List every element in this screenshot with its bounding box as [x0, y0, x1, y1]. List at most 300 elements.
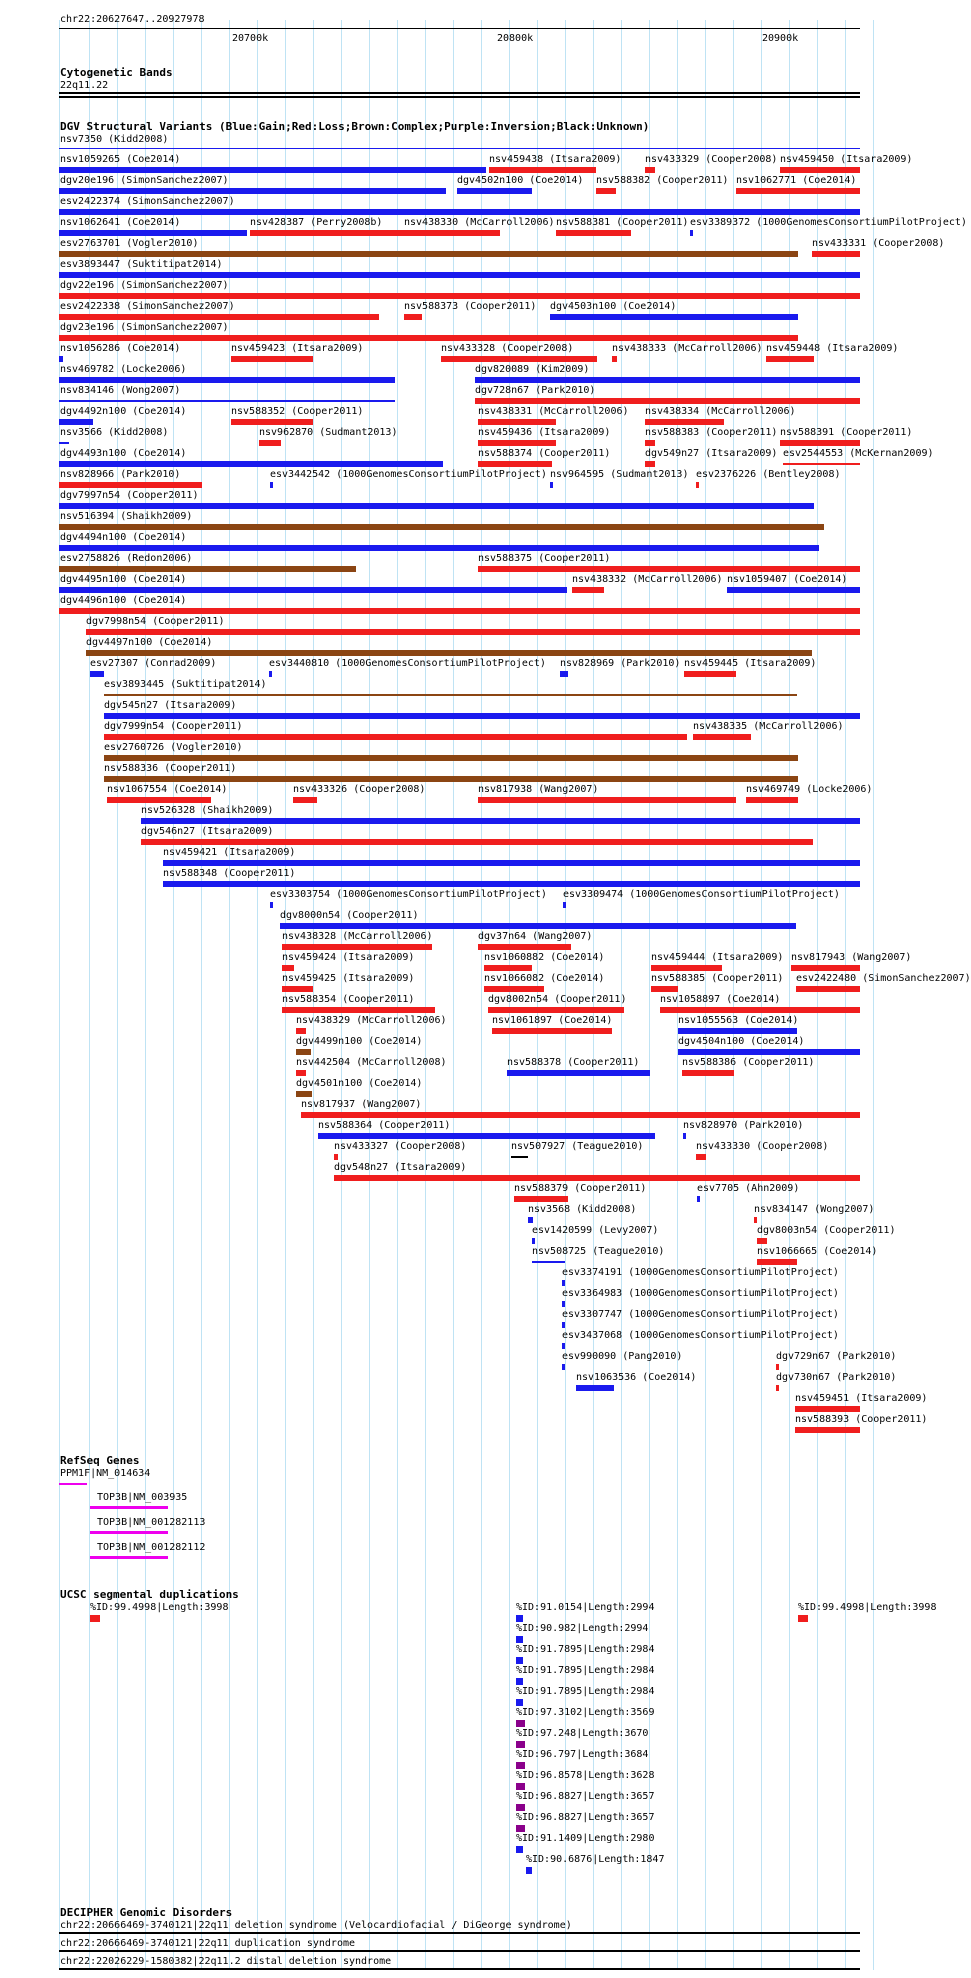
variant-label: nsv3568 (Kidd2008): [528, 1204, 637, 1215]
variant-label: nsv1059407 (Coe2014): [727, 574, 848, 585]
variant-label: dgv730n67 (Park2010): [776, 1372, 897, 1383]
decipher-bar: [59, 1932, 860, 1934]
variant-bar[interactable]: [678, 1049, 860, 1055]
variant-label: dgv728n67 (Park2010): [475, 385, 596, 396]
variant-label: dgv4503n100 (Coe2014): [550, 301, 677, 312]
cyto-band-label: 22q11.22: [60, 80, 109, 91]
variant-bar[interactable]: [475, 377, 860, 383]
decipher-bar: [59, 1950, 860, 1952]
variant-bar[interactable]: [259, 440, 281, 446]
variant-label: dgv545n27 (Itsara2009): [104, 700, 237, 711]
variant-label: nsv438334 (McCarroll2006): [645, 406, 796, 417]
variant-label: dgv23e196 (SimonSanchez2007): [60, 322, 229, 333]
variant-bar[interactable]: [776, 1385, 779, 1391]
variant-label: nsv588379 (Cooper2011): [514, 1183, 647, 1194]
variant-label: nsv588381 (Cooper2011): [556, 217, 689, 228]
variant-bar[interactable]: [514, 1196, 568, 1202]
segdup-label: %ID:91.7895|Length:2984: [516, 1665, 655, 1676]
variant-label: dgv7997n54 (Cooper2011): [60, 490, 199, 501]
variant-bar[interactable]: [163, 881, 860, 887]
variant-bar[interactable]: [282, 986, 313, 992]
variant-label: nsv588393 (Cooper2011): [795, 1414, 928, 1425]
variant-bar[interactable]: [678, 1028, 797, 1034]
variant-label: nsv507927 (Teague2010): [511, 1141, 644, 1152]
variant-bar[interactable]: [550, 482, 553, 488]
variant-label: nsv588336 (Cooper2011): [104, 763, 237, 774]
variant-label: dgv820089 (Kim2009): [475, 364, 590, 375]
variant-label: nsv442504 (McCarroll2008): [296, 1057, 447, 1068]
variant-bar[interactable]: [59, 419, 93, 425]
variant-bar[interactable]: [282, 1007, 435, 1013]
variant-label: dgv7999n54 (Cooper2011): [104, 721, 243, 732]
variant-bar[interactable]: [746, 797, 798, 803]
variant-label: esv2758826 (Redon2006): [60, 553, 193, 564]
variant-bar[interactable]: [231, 356, 313, 362]
gene-model[interactable]: [90, 1556, 168, 1559]
variant-label: nsv433326 (Cooper2008): [293, 784, 426, 795]
variant-bar[interactable]: [532, 1238, 535, 1244]
variant-bar[interactable]: [478, 419, 556, 425]
variant-bar[interactable]: [645, 167, 655, 173]
variant-label: nsv7350 (Kidd2008): [60, 134, 169, 145]
variant-label: nsv459451 (Itsara2009): [795, 1393, 928, 1404]
variant-label: nsv459444 (Itsara2009): [651, 952, 784, 963]
variant-bar[interactable]: [683, 1133, 686, 1139]
variant-label: nsv433330 (Cooper2008): [696, 1141, 829, 1152]
segdup-bar[interactable]: [516, 1720, 525, 1727]
segdup-label: %ID:91.7895|Length:2984: [516, 1644, 655, 1655]
segdup-bar[interactable]: [516, 1762, 525, 1769]
variant-label: dgv4501n100 (Coe2014): [296, 1078, 423, 1089]
variant-bar[interactable]: [645, 461, 655, 467]
cyto-band: [59, 96, 860, 98]
variant-label: nsv469782 (Locke2006): [60, 364, 187, 375]
variant-bar[interactable]: [296, 1091, 312, 1097]
variant-label: dgv546n27 (Itsara2009): [141, 826, 274, 837]
variant-label: nsv817937 (Wang2007): [301, 1099, 422, 1110]
variant-label: nsv964595 (Sudmant2013): [550, 469, 689, 480]
variant-label: esv3437068 (1000GenomesConsortiumPilotProject): [562, 1330, 839, 1341]
variant-bar[interactable]: [562, 1364, 565, 1370]
variant-label: dgv7998n54 (Cooper2011): [86, 616, 225, 627]
segdup-label: %ID:97.248|Length:3670: [516, 1728, 649, 1739]
variant-label: nsv1066082 (Coe2014): [484, 973, 605, 984]
variant-bar[interactable]: [59, 608, 860, 614]
variant-label: nsv428387 (Perry2008b): [250, 217, 383, 228]
variant-label: nsv433327 (Cooper2008): [334, 1141, 467, 1152]
variant-bar[interactable]: [231, 419, 313, 425]
cyto-track-title: Cytogenetic Bands: [60, 66, 173, 79]
variant-bar[interactable]: [59, 587, 567, 593]
variant-label: nsv438329 (McCarroll2006): [296, 1015, 447, 1026]
segdup-label: %ID:97.3102|Length:3569: [516, 1707, 655, 1718]
variant-label: nsv588391 (Cooper2011): [780, 427, 913, 438]
variant-label: esv2763701 (Vogler2010): [60, 238, 199, 249]
variant-label: nsv438333 (McCarroll2006): [612, 343, 763, 354]
variant-label: esv3364983 (1000GenomesConsortiumPilotProject): [562, 1288, 839, 1299]
variant-bar[interactable]: [693, 734, 751, 740]
variant-bar[interactable]: [766, 356, 814, 362]
variant-bar[interactable]: [780, 440, 860, 446]
variant-label: nsv588382 (Cooper2011): [596, 175, 729, 186]
variant-bar[interactable]: [795, 1427, 860, 1433]
variant-label: esv27307 (Conrad2009): [90, 658, 217, 669]
variant-label: dgv548n27 (Itsara2009): [334, 1162, 467, 1173]
variant-label: nsv438335 (McCarroll2006): [693, 721, 844, 732]
variant-bar[interactable]: [682, 1070, 734, 1076]
decipher-label: chr22:20666469-3740121|22q11 duplication syndrome: [60, 1938, 356, 1949]
variant-bar[interactable]: [572, 587, 604, 593]
variant-label: nsv1067554 (Coe2014): [107, 784, 228, 795]
variant-bar[interactable]: [59, 293, 860, 299]
variant-label: dgv4499n100 (Coe2014): [296, 1036, 423, 1047]
variant-bar[interactable]: [550, 314, 798, 320]
variant-label: nsv588374 (Cooper2011): [478, 448, 611, 459]
variant-label: esv3893445 (Suktitipat2014): [104, 679, 267, 690]
variant-label: dgv8000n54 (Cooper2011): [280, 910, 419, 921]
variant-bar[interactable]: [651, 965, 722, 971]
variant-label: nsv1062771 (Coe2014): [736, 175, 857, 186]
variant-bar[interactable]: [612, 356, 617, 362]
variant-label: esv2422480 (SimonSanchez2007): [796, 973, 971, 984]
variant-label: dgv8002n54 (Cooper2011): [488, 994, 627, 1005]
variant-label: dgv37n64 (Wang2007): [478, 931, 593, 942]
variant-bar[interactable]: [334, 1154, 338, 1160]
variant-label: nsv1062641 (Coe2014): [60, 217, 181, 228]
variant-label: dgv22e196 (SimonSanchez2007): [60, 280, 229, 291]
segdup-bar[interactable]: [516, 1636, 523, 1643]
ruler-tick-label: 20700k: [232, 33, 269, 44]
variant-bar[interactable]: [296, 1049, 311, 1055]
variant-bar[interactable]: [270, 482, 273, 488]
variant-label: nsv508725 (Teague2010): [532, 1246, 665, 1257]
segdup-label: %ID:91.0154|Length:2994: [516, 1602, 655, 1613]
variant-label: nsv438332 (McCarroll2006): [572, 574, 723, 585]
variant-label: nsv588354 (Cooper2011): [282, 994, 415, 1005]
variant-label: dgv549n27 (Itsara2009): [645, 448, 778, 459]
variant-label: esv3374191 (1000GenomesConsortiumPilotProject): [562, 1267, 839, 1278]
variant-bar[interactable]: [478, 566, 860, 572]
variant-bar[interactable]: [296, 1070, 306, 1076]
variant-label: nsv433329 (Cooper2008): [645, 154, 778, 165]
variant-label: esv3307747 (1000GenomesConsortiumPilotProject): [562, 1309, 839, 1320]
variant-bar[interactable]: [59, 251, 798, 257]
variant-bar[interactable]: [59, 167, 486, 173]
decipher-label: chr22:20666469-3740121|22q11 deletion syndrome (Velocardiofacial / DiGeorge syndrome): [60, 1920, 572, 1931]
variant-bar[interactable]: [556, 230, 631, 236]
segdup-label: %ID:90.6876|Length:1847: [526, 1854, 665, 1865]
variant-label: nsv459448 (Itsara2009): [766, 343, 899, 354]
variant-bar[interactable]: [104, 713, 860, 719]
variant-bar[interactable]: [562, 1301, 565, 1307]
gene-model[interactable]: [90, 1531, 168, 1534]
variant-label: nsv588352 (Cooper2011): [231, 406, 364, 417]
segdup-bar[interactable]: [516, 1699, 523, 1706]
variant-bar[interactable]: [596, 188, 616, 194]
variant-label: nsv1059265 (Coe2014): [60, 154, 181, 165]
ruler-tick-label: 20900k: [762, 33, 799, 44]
variant-label: esv2422338 (SimonSanchez2007): [60, 301, 235, 312]
variant-bar[interactable]: [86, 629, 860, 635]
segdup-label: %ID:99.4998|Length:3998: [798, 1602, 937, 1613]
variant-label: nsv817943 (Wang2007): [791, 952, 912, 963]
variant-bar[interactable]: [59, 400, 395, 402]
segdup-bar[interactable]: [90, 1615, 100, 1622]
variant-bar[interactable]: [107, 797, 211, 803]
variant-bar[interactable]: [478, 440, 556, 446]
variant-label: nsv817938 (Wang2007): [478, 784, 599, 795]
variant-label: dgv729n67 (Park2010): [776, 1351, 897, 1362]
variant-bar[interactable]: [280, 923, 796, 929]
variant-bar[interactable]: [697, 1196, 700, 1202]
variant-label: nsv459445 (Itsara2009): [684, 658, 817, 669]
variant-label: esv7705 (Ahn2009): [697, 1183, 800, 1194]
segdup-label: %ID:91.7895|Length:2984: [516, 1686, 655, 1697]
variant-bar[interactable]: [318, 1133, 655, 1139]
variant-bar[interactable]: [783, 463, 860, 465]
variant-bar[interactable]: [563, 902, 566, 908]
gene-model[interactable]: [59, 1483, 87, 1485]
variant-label: nsv469749 (Locke2006): [746, 784, 873, 795]
variant-label: nsv459436 (Itsara2009): [478, 427, 611, 438]
variant-bar[interactable]: [478, 461, 552, 467]
variant-bar[interactable]: [250, 230, 500, 236]
gridline: [873, 20, 874, 1970]
variant-bar[interactable]: [795, 1406, 860, 1412]
variant-label: esv3442542 (1000GenomesConsortiumPilotProject): [270, 469, 547, 480]
decipher-bar: [59, 1968, 860, 1970]
cyto-band: [59, 92, 860, 94]
variant-label: esv3303754 (1000GenomesConsortiumPilotProject): [270, 889, 547, 900]
variant-label: esv3440810 (1000GenomesConsortiumPilotProject): [269, 658, 546, 669]
variant-label: dgv4502n100 (Coe2014): [457, 175, 584, 186]
variant-bar[interactable]: [59, 272, 860, 278]
variant-bar[interactable]: [696, 1154, 706, 1160]
segdup-label: %ID:99.4998|Length:3998: [90, 1602, 229, 1613]
variant-bar[interactable]: [59, 442, 69, 444]
variant-bar[interactable]: [59, 377, 395, 383]
segdup-bar[interactable]: [516, 1846, 523, 1853]
refseq-track-title: RefSeq Genes: [60, 1454, 140, 1467]
segdup-label: %ID:91.1409|Length:2980: [516, 1833, 655, 1844]
variant-bar[interactable]: [488, 1007, 624, 1013]
variant-label: nsv588364 (Cooper2011): [318, 1120, 451, 1131]
variant-label: nsv516394 (Shaikh2009): [60, 511, 193, 522]
variant-bar[interactable]: [334, 1175, 860, 1181]
variant-bar[interactable]: [690, 230, 693, 236]
variant-bar[interactable]: [270, 902, 273, 908]
variant-bar[interactable]: [660, 1007, 860, 1013]
variant-bar[interactable]: [441, 356, 597, 362]
variant-bar[interactable]: [282, 944, 432, 950]
variant-bar[interactable]: [645, 440, 655, 446]
variant-bar[interactable]: [59, 209, 860, 215]
variant-label: dgv4492n100 (Coe2014): [60, 406, 187, 417]
variant-bar[interactable]: [560, 671, 568, 677]
variant-label: nsv828969 (Park2010): [560, 658, 681, 669]
dgv-track-title: DGV Structural Variants (Blue:Gain;Red:Loss;Brown:Complex;Purple:Inversion;Black:Unknown): [60, 120, 650, 133]
variant-bar[interactable]: [104, 694, 797, 696]
gene-label: TOP3B|NM_001282112: [97, 1542, 206, 1553]
variant-bar[interactable]: [562, 1280, 565, 1286]
variant-bar[interactable]: [59, 188, 446, 194]
variant-label: nsv438328 (McCarroll2006): [282, 931, 433, 942]
variant-bar[interactable]: [528, 1217, 533, 1223]
segdup-label: %ID:96.797|Length:3684: [516, 1749, 649, 1760]
variant-label: esv1420599 (Levy2007): [532, 1225, 659, 1236]
variant-bar[interactable]: [86, 650, 812, 656]
variant-bar[interactable]: [269, 671, 272, 677]
variant-bar[interactable]: [141, 839, 813, 845]
variant-bar[interactable]: [59, 230, 247, 236]
variant-label: esv3389372 (1000GenomesConsortiumPilotProject): [690, 217, 967, 228]
segdup-label: %ID:90.982|Length:2994: [516, 1623, 649, 1634]
variant-label: nsv588375 (Cooper2011): [478, 553, 611, 564]
decipher-label: chr22:22026229-1580382|22q11.2 distal deletion syndrome: [60, 1956, 392, 1967]
variant-bar[interactable]: [736, 188, 860, 194]
variant-bar[interactable]: [59, 356, 63, 362]
variant-bar[interactable]: [757, 1238, 767, 1244]
variant-label: esv990090 (Pang2010): [562, 1351, 683, 1362]
variant-bar[interactable]: [754, 1217, 757, 1223]
variant-bar[interactable]: [301, 1112, 860, 1118]
variant-label: nsv834147 (Wong2007): [754, 1204, 875, 1215]
variant-bar[interactable]: [780, 167, 860, 173]
variant-label: nsv588348 (Cooper2011): [163, 868, 296, 879]
ruler-tick-label: 20800k: [497, 33, 534, 44]
variant-bar[interactable]: [562, 1322, 565, 1328]
variant-bar[interactable]: [507, 1070, 650, 1076]
variant-label: nsv459421 (Itsara2009): [163, 847, 296, 858]
variant-label: nsv588378 (Cooper2011): [507, 1057, 640, 1068]
variant-bar[interactable]: [59, 503, 814, 509]
variant-bar[interactable]: [576, 1385, 614, 1391]
variant-label: nsv588385 (Cooper2011): [651, 973, 784, 984]
variant-label: esv3893447 (Suktitipat2014): [60, 259, 223, 270]
variant-bar[interactable]: [90, 671, 104, 677]
segdup-bar[interactable]: [516, 1825, 525, 1832]
segdup-bar[interactable]: [516, 1783, 525, 1790]
variant-bar[interactable]: [727, 587, 860, 593]
gene-label: TOP3B|NM_001282113: [97, 1517, 206, 1528]
variant-bar[interactable]: [532, 1261, 565, 1263]
variant-bar[interactable]: [796, 986, 860, 992]
variant-bar[interactable]: [511, 1156, 528, 1158]
variant-label: nsv588383 (Cooper2011): [645, 427, 778, 438]
variant-bar[interactable]: [59, 524, 824, 530]
segdup-label: %ID:96.8827|Length:3657: [516, 1812, 655, 1823]
gene-label: TOP3B|NM_003935: [97, 1492, 188, 1503]
variant-bar[interactable]: [812, 251, 860, 257]
variant-bar[interactable]: [645, 419, 724, 425]
variant-label: nsv834146 (Wong2007): [60, 385, 181, 396]
variant-bar[interactable]: [293, 797, 317, 803]
variant-bar[interactable]: [562, 1343, 565, 1349]
variant-bar[interactable]: [141, 818, 860, 824]
variant-bar[interactable]: [478, 944, 571, 950]
segdup-bar[interactable]: [516, 1678, 523, 1685]
variant-label: esv2760726 (Vogler2010): [104, 742, 243, 753]
variant-bar[interactable]: [757, 1259, 797, 1265]
variant-bar[interactable]: [282, 965, 294, 971]
variant-bar[interactable]: [489, 167, 596, 173]
gridline: [817, 20, 818, 1970]
gridline: [845, 20, 846, 1970]
segdup-label: %ID:96.8578|Length:3628: [516, 1770, 655, 1781]
variant-label: esv2376226 (Bentley2008): [696, 469, 841, 480]
variant-bar[interactable]: [59, 545, 819, 551]
variant-bar[interactable]: [59, 566, 356, 572]
variant-label: nsv828970 (Park2010): [683, 1120, 804, 1131]
variant-bar[interactable]: [684, 671, 736, 677]
segdup-bar[interactable]: [516, 1741, 525, 1748]
variant-bar[interactable]: [791, 965, 860, 971]
gridline: [789, 20, 790, 1970]
variant-label: nsv3566 (Kidd2008): [60, 427, 169, 438]
variant-bar[interactable]: [484, 986, 544, 992]
variant-bar[interactable]: [457, 188, 532, 194]
variant-bar[interactable]: [59, 335, 798, 341]
region-label: chr22:20627647..20927978: [60, 14, 205, 25]
variant-label: nsv1055563 (Coe2014): [678, 1015, 799, 1026]
variant-bar[interactable]: [59, 314, 379, 320]
variant-bar[interactable]: [59, 461, 443, 467]
variant-label: dgv4497n100 (Coe2014): [86, 637, 213, 648]
variant-label: nsv588373 (Cooper2011): [404, 301, 537, 312]
variant-bar[interactable]: [296, 1028, 306, 1034]
variant-bar[interactable]: [478, 797, 736, 803]
segdup-track-title: UCSC segmental duplications: [60, 1588, 239, 1601]
variant-label: esv3309474 (1000GenomesConsortiumPilotProject): [563, 889, 840, 900]
variant-label: nsv828966 (Park2010): [60, 469, 181, 480]
variant-bar[interactable]: [492, 1028, 612, 1034]
variant-label: nsv459423 (Itsara2009): [231, 343, 364, 354]
variant-bar[interactable]: [484, 965, 532, 971]
gridline: [257, 20, 258, 1970]
segdup-bar[interactable]: [516, 1657, 523, 1664]
segdup-bar[interactable]: [798, 1615, 808, 1622]
variant-label: nsv1060882 (Coe2014): [484, 952, 605, 963]
variant-bar[interactable]: [163, 860, 860, 866]
variant-bar[interactable]: [475, 398, 860, 404]
variant-bar[interactable]: [59, 482, 202, 488]
variant-label: nsv588386 (Cooper2011): [682, 1057, 815, 1068]
segdup-bar[interactable]: [526, 1867, 532, 1874]
variant-label: nsv1063536 (Coe2014): [576, 1372, 697, 1383]
variant-bar[interactable]: [104, 755, 798, 761]
variant-label: dgv20e196 (SimonSanchez2007): [60, 175, 229, 186]
variant-label: dgv4494n100 (Coe2014): [60, 532, 187, 543]
variant-label: nsv459425 (Itsara2009): [282, 973, 415, 984]
variant-label: nsv1058897 (Coe2014): [660, 994, 781, 1005]
segdup-bar[interactable]: [516, 1615, 523, 1622]
variant-label: esv2422374 (SimonSanchez2007): [60, 196, 235, 207]
variant-bar[interactable]: [776, 1364, 779, 1370]
variant-bar[interactable]: [104, 776, 798, 782]
decipher-track-title: DECIPHER Genomic Disorders: [60, 1906, 233, 1919]
variant-label: nsv459438 (Itsara2009): [489, 154, 622, 165]
variant-bar[interactable]: [651, 986, 678, 992]
variant-label: nsv459424 (Itsara2009): [282, 952, 415, 963]
variant-bar[interactable]: [404, 230, 458, 236]
variant-bar[interactable]: [404, 314, 422, 320]
variant-bar[interactable]: [696, 482, 699, 488]
variant-label: nsv438330 (McCarroll2006): [404, 217, 555, 228]
segdup-bar[interactable]: [516, 1804, 525, 1811]
variant-label: dgv8003n54 (Cooper2011): [757, 1225, 896, 1236]
gene-model[interactable]: [90, 1506, 168, 1509]
variant-bar[interactable]: [104, 734, 687, 740]
